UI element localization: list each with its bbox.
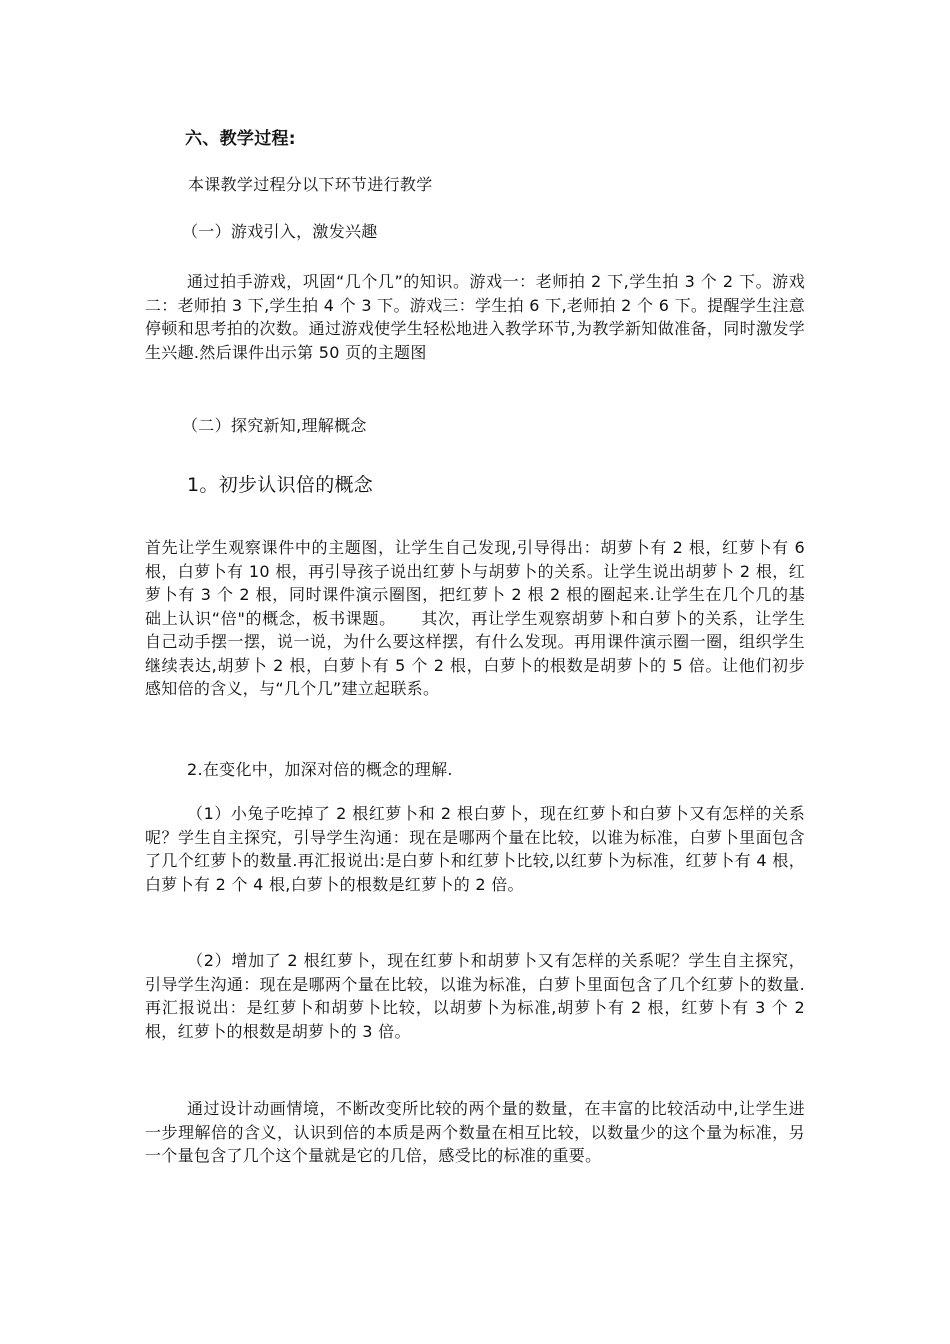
case2-paragraph: （2）增加了 2 根红萝卜，现在红萝卜和胡萝卜又有怎样的关系呢？学生自主探究，引导学生沟通：现在是哪两个量在比较，以谁为标准，白萝卜里面包含了几个红萝卜的数量.再汇报说出：是红萝卜和胡萝卜比较，以胡萝卜为标准,胡萝卜有 2 根，红萝卜有 3 个 2 根，红萝卜的根数是胡萝卜的 3 倍。: [145, 951, 805, 1041]
intro-line: 本课教学过程分以下环节进行教学: [188, 175, 433, 194]
section-title: 六、教学过程:: [185, 129, 296, 149]
case1-paragraph: （1）小兔子吃掉了 2 根红萝卜和 2 根白萝卜，现在红萝卜和白萝卜又有怎样的关系呢？学生自主探究，引导学生沟通：现在是哪两个量在比较，以谁为标准，白萝卜里面包含了几个红萝卜的数量.再汇报说出:是白萝卜和红萝卜比较,以红萝卜为标准，红萝卜有 4 根，白萝卜有 2 个 4 根,白萝卜的根数是红萝卜的 2 倍。: [145, 804, 805, 894]
step1-body: 首先让学生观察课件中的主题图，让学生自己发现,引导得出：胡萝卜有 2 根，红萝卜有 6 根，白萝卜有 10 根，再引导孩子说出红萝卜与胡萝卜的关系。让学生说出胡萝卜 2 根，红萝卜有 3 个 2 根，同时课件演示圈图，把红萝卜 2 根 2 根的圈起来.让学生在几个几的基础上认识“倍"的概念，板书课题。 其次，再让学生观察胡萝卜和白萝卜的关系，让学生自己动手摆一摆，说一说，为什么要这样摆，有什么发现。再用课件演示圈一圈，组织学生继续表达,胡萝卜 2 根，白萝卜有 5 个 2 根，白萝卜的根数是胡萝卜的 5 倍。让他们初步感知倍的含义，与“几个几”建立起联系。: [145, 538, 805, 698]
step2-title: 2.在变化中，加深对倍的概念的理解.: [187, 760, 453, 779]
part2-title: （二）探究新知,理解概念: [182, 416, 367, 435]
summary-paragraph: 通过设计动画情境，不断改变所比较的两个量的数量，在丰富的比较活动中,让学生进一步理解倍的含义，认识到倍的本质是两个数量在相互比较，以数量少的这个量为标准，另一个量包含了几个这个量就是它的几倍，感受比的标准的重要。: [145, 1099, 805, 1165]
step1-title: 1。初步认识倍的概念: [187, 474, 374, 496]
part1-title: （一）游戏引入，激发兴趣: [182, 222, 378, 241]
part1-body: 通过拍手游戏，巩固“几个几”的知识。游戏一：老师拍 2 下,学生拍 3 个 2 下。游戏二：老师拍 3 下,学生拍 4 个 3 下。游戏三：学生拍 6 下,老师拍 2 个 6 下。提醒学生注意停顿和思考拍的次数。通过游戏使学生轻松地进入教学环节,为教学新知做准备，同时激发学生兴趣.然后课件出示第 50 页的主题图: [145, 272, 805, 362]
